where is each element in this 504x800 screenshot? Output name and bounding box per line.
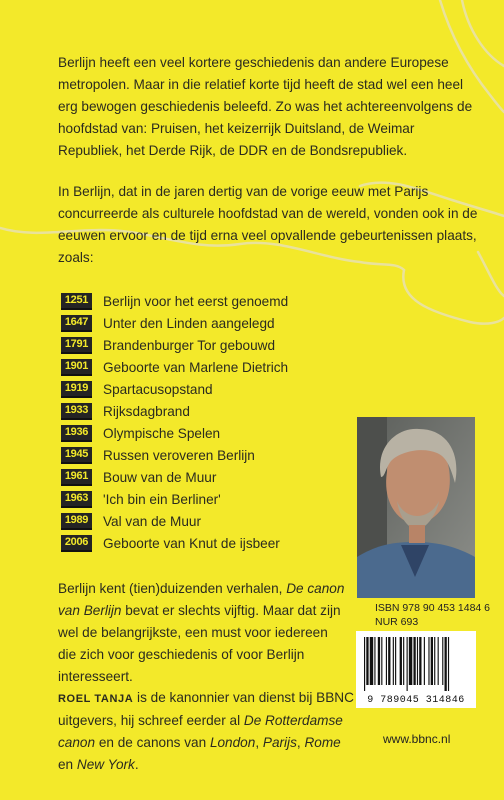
event-label: Geboorte van Knut de ijsbeer xyxy=(103,535,280,551)
timeline-intro-paragraph: In Berlijn, dat in de jaren dertig van de vorige eeuw met Parijs concurreerde als culturele hoofdstad van de wereld, vonden ook in de eeuwen ervoor en de tijd erna veel opvallende gebeurtenissen plaats, zoals: xyxy=(58,184,478,265)
author-bio: ROEL TANJA is de kanonnier van dienst bij BBNC uitgevers, hij schreef eerder al De Rotterdamse canon en de canons van London, Parijs, Rome en New York. xyxy=(58,690,354,772)
timeline-item xyxy=(61,400,288,422)
event-label: Bouw van de Muur xyxy=(103,469,217,485)
timeline-item xyxy=(61,510,288,532)
year-badge: 1901 xyxy=(61,359,92,376)
intro-paragraph: Berlijn heeft een veel kortere geschiedenis dan andere Europese metropolen. Maar in die relatief korte tijd heeft de stad wel een heel erg bewogen geschiedenis beleefd. Zo was het achtereenvolgens de hoofdstad van: Pruisen, het keizerrijk Duitsland, de Weimar Republiek, het Derde Rijk, de DDR en de Bondsrepubliek. xyxy=(58,55,473,158)
timeline-item xyxy=(61,356,288,378)
barcode xyxy=(356,631,476,708)
year-badge: 1945 xyxy=(61,447,92,464)
timeline-item xyxy=(61,378,288,400)
event-label: Geboorte van Marlene Dietrich xyxy=(103,359,289,375)
barcode-digits: 9 789045 314846 xyxy=(367,695,465,706)
event-label: Brandenburger Tor gebouwd xyxy=(103,337,276,353)
timeline-list xyxy=(61,290,288,554)
event-label: 'Ich bin ein Berliner' xyxy=(103,491,221,507)
publisher-website: www.bbnc.nl xyxy=(383,732,451,746)
timeline-item xyxy=(61,422,288,444)
timeline-item xyxy=(61,312,288,334)
timeline-item xyxy=(61,532,288,554)
event-label: Olympische Spelen xyxy=(103,425,221,441)
year-badge: 1791 xyxy=(61,337,92,354)
timeline-item xyxy=(61,334,288,356)
author-name: ROEL TANJA xyxy=(58,693,134,705)
author-photo xyxy=(357,417,475,598)
year-badge: 1251 xyxy=(61,293,92,310)
year-badge: 1933 xyxy=(61,403,92,420)
barcode-bars xyxy=(356,631,476,693)
timeline-item xyxy=(61,290,288,312)
event-label: Russen veroveren Berlijn xyxy=(103,447,255,463)
year-badge: 1961 xyxy=(61,469,92,486)
previous-book-title: De Rotterdamse canon xyxy=(58,713,343,750)
event-label: Rijksdagbrand xyxy=(103,403,190,419)
book-title: De canon van Berlijn xyxy=(58,581,345,618)
year-badge: 1936 xyxy=(61,425,92,442)
event-label: Val van de Muur xyxy=(103,513,201,529)
isbn-block xyxy=(375,601,490,629)
timeline-item xyxy=(61,466,288,488)
year-badge: 2006 xyxy=(61,535,92,552)
timeline-item xyxy=(61,444,288,466)
event-label: Berlijn voor het eerst genoemd xyxy=(103,293,289,309)
year-badge: 1919 xyxy=(61,381,92,398)
nur-code: NUR 693 xyxy=(375,616,419,628)
event-label: Unter den Linden aangelegd xyxy=(103,315,275,331)
timeline-item xyxy=(61,488,288,510)
year-badge: 1989 xyxy=(61,513,92,530)
year-badge: 1647 xyxy=(61,315,92,332)
closing-paragraph: Berlijn kent (tien)duizenden verhalen, De canon van Berlijn bevat er slechts vijftig. Maar dat zijn wel de belangrijkste, een must voor iedereen die zich voor geschiedenis of voor Berlijn interesseert. xyxy=(58,581,345,684)
event-label: Spartacusopstand xyxy=(103,381,213,397)
isbn-number: ISBN 978 90 453 1484 6 xyxy=(375,602,491,614)
year-badge: 1963 xyxy=(61,491,92,508)
